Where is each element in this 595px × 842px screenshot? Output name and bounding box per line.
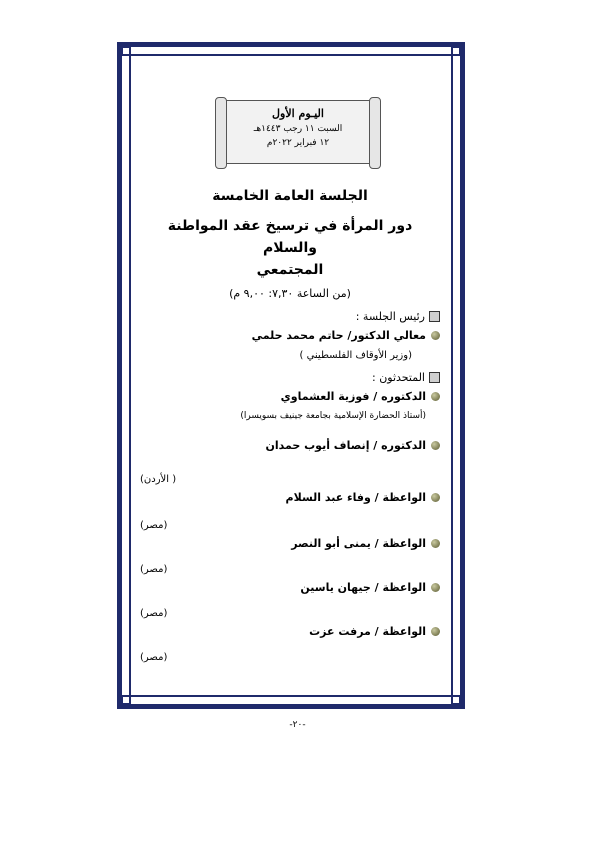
speaker-affiliation: (مصر) <box>140 652 168 663</box>
chair-affiliation: (وزير الأوقاف الفلسطيني ) <box>299 350 412 361</box>
speaker-name: الدكتوره / إنصاف أيوب حمدان <box>140 439 440 452</box>
corner-ornament <box>121 695 131 705</box>
gregorian-date: ١٢ فبراير ٢٠٢٢م <box>266 138 330 148</box>
speaker-affiliation: (مصر) <box>140 564 168 575</box>
square-bullet-icon <box>429 311 440 322</box>
speaker-affiliation: (الأردن ) <box>140 474 177 485</box>
session-topic: دور المرأة في ترسيخ عقد المواطنة والسلام <box>167 218 413 256</box>
round-bullet-icon <box>431 392 440 401</box>
round-bullet-icon <box>431 441 440 450</box>
corner-ornament <box>451 46 461 56</box>
speaker-affiliation: (أستاذ الحضارة الإسلامية بجامعة جينيف بسويسرا) <box>240 411 426 421</box>
session-content <box>140 185 440 663</box>
session-topic-cont: المجتمعي <box>256 262 324 278</box>
chair-name: معالي الدكتور/ حاتم محمد حلمي <box>140 329 440 342</box>
corner-ornament <box>121 46 131 56</box>
speaker-name: الواعظة / جيهان ياسين <box>140 581 440 594</box>
speaker-name: الواعظة / يمنى أبو النصر <box>140 537 440 550</box>
round-bullet-icon <box>431 331 440 340</box>
day-title: اليـوم الأول <box>272 107 324 120</box>
session-title: الجلسة العامة الخامسة <box>212 188 368 204</box>
chair-heading: رئيس الجلسة : <box>140 310 440 323</box>
speaker-affiliation: (مصر) <box>140 608 168 619</box>
session-time: (من الساعة ٧,٣٠: ٩,٠٠ م) <box>229 287 351 300</box>
square-bullet-icon <box>429 372 440 383</box>
corner-ornament <box>451 695 461 705</box>
round-bullet-icon <box>431 539 440 548</box>
speaker-name: الدكتوره / فوزية العشماوي <box>140 390 440 403</box>
hijri-date: السبت ١١ رجب ١٤٤٣هـ <box>253 124 343 134</box>
day-header-scroll <box>220 100 376 164</box>
round-bullet-icon <box>431 493 440 502</box>
page-number: -٢٠- <box>289 720 306 730</box>
round-bullet-icon <box>431 627 440 636</box>
speaker-name: الواعظة / مرفت عزت <box>140 625 440 638</box>
round-bullet-icon <box>431 583 440 592</box>
speaker-name: الواعظة / وفاء عبد السلام <box>140 491 440 504</box>
speakers-heading: المتحدثون : <box>140 371 440 384</box>
speaker-affiliation: (مصر) <box>140 520 168 531</box>
